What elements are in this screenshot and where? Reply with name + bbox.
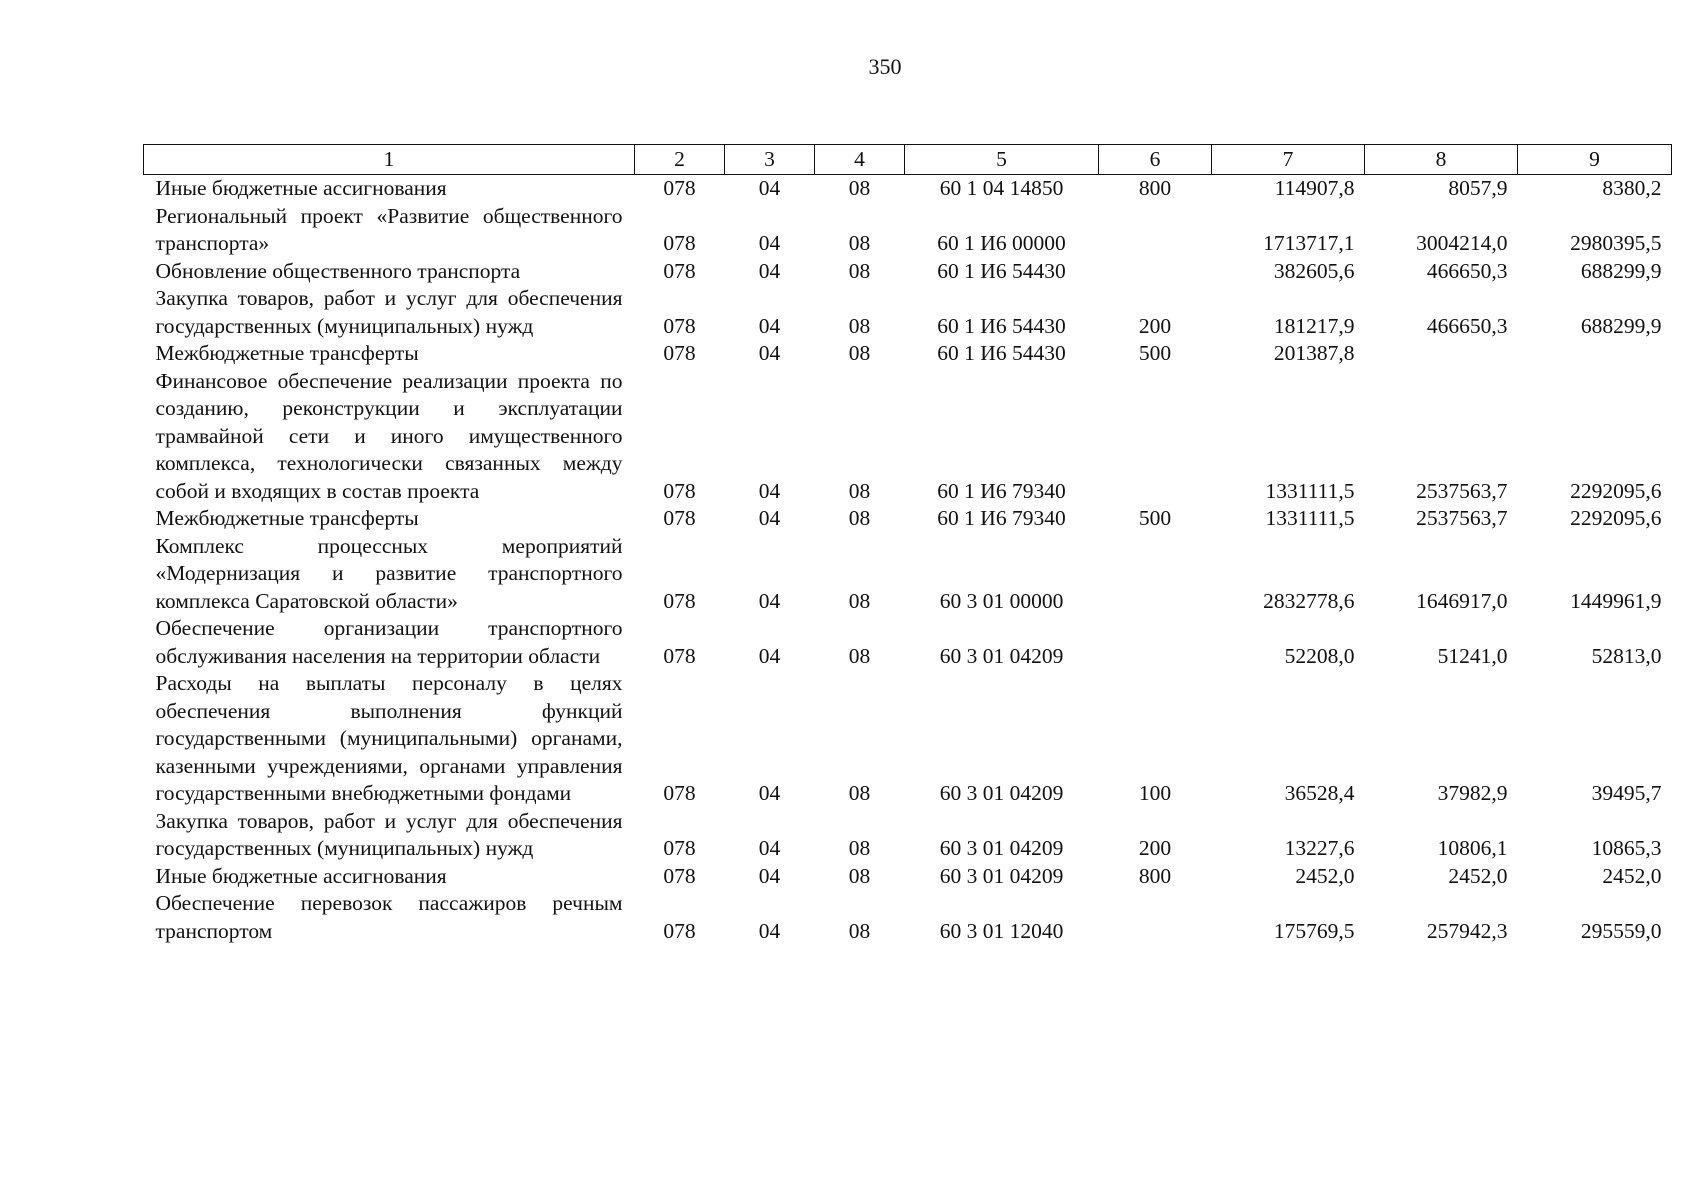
item-name: Финансовое обеспечение реализации проекта по созданию, реконструкции и эксплуатации трамвайной сети и иного имущественного комплекса, технологически связанных между собой и входящих в состав проекта — [155, 368, 623, 503]
amount-col-8: 2537563,7 — [1416, 478, 1508, 503]
subsection-code: 08 — [848, 918, 871, 943]
subsection-code: 08 — [848, 781, 871, 805]
section-code: 04 — [758, 478, 781, 503]
target-article-code: 60 3 01 04209 — [939, 781, 1064, 805]
target-article-code: 60 1 И6 79340 — [937, 478, 1066, 503]
ministry-code: 078 — [663, 176, 696, 200]
subsection-code: 08 — [848, 506, 871, 530]
expense-type-code — [1099, 203, 1212, 258]
amount-col-7: 13227,6 — [1284, 836, 1355, 860]
ministry-code: 078 — [663, 258, 696, 283]
table-row — [144, 203, 1672, 258]
target-article-code: 60 1 И6 79340 — [937, 506, 1066, 530]
amount-col-8: 51241,0 — [1437, 643, 1508, 668]
column-header: 3 — [725, 145, 815, 175]
section-code: 04 — [758, 176, 781, 200]
amount-col-7: 201387,8 — [1273, 341, 1355, 365]
table-row — [144, 808, 1672, 863]
amount-col-9: 2980395,5 — [1570, 231, 1662, 255]
ministry-code: 078 — [663, 478, 696, 503]
expense-type-code: 500 — [1138, 506, 1172, 530]
amount-col-9: 295559,0 — [1580, 918, 1662, 943]
amount-col-8: 8057,9 — [1448, 176, 1508, 200]
ministry-code: 078 — [663, 588, 696, 613]
table-row — [144, 285, 1672, 340]
item-name: Иные бюджетные ассигнования — [155, 863, 447, 888]
subsection-code: 08 — [848, 176, 871, 200]
column-header: 4 — [815, 145, 905, 175]
amount-col-7: 1331111,5 — [1265, 478, 1355, 503]
subsection-code: 08 — [848, 231, 871, 255]
expense-type-code — [1099, 615, 1212, 670]
item-name: Закупка товаров, работ и услуг для обеспечения государственных (муниципальных) нужд — [155, 286, 623, 338]
amount-col-9: 52813,0 — [1591, 643, 1662, 668]
table-row — [144, 258, 1672, 286]
expense-type-code — [1099, 368, 1212, 506]
amount-col-7: 175769,5 — [1273, 918, 1355, 943]
subsection-code: 08 — [848, 478, 871, 503]
subsection-code: 08 — [848, 863, 871, 888]
amount-col-7: 2452,0 — [1295, 863, 1355, 888]
amount-col-8: 466650,3 — [1426, 258, 1508, 283]
table-row — [144, 890, 1672, 945]
expense-type-code — [1099, 258, 1212, 286]
target-article-code: 60 3 01 04209 — [939, 836, 1064, 860]
amount-col-8: 1646917,0 — [1416, 588, 1508, 613]
expense-type-code: 500 — [1138, 341, 1172, 365]
table-row — [144, 340, 1672, 368]
amount-col-8: 10806,1 — [1437, 836, 1508, 860]
section-code: 04 — [758, 506, 781, 530]
column-header: 2 — [635, 145, 725, 175]
subsection-code: 08 — [848, 258, 871, 283]
ministry-code: 078 — [663, 341, 696, 365]
ministry-code: 078 — [663, 863, 696, 888]
amount-col-7: 114907,8 — [1274, 176, 1355, 200]
section-code: 04 — [758, 231, 781, 255]
subsection-code: 08 — [848, 313, 871, 338]
ministry-code: 078 — [663, 231, 696, 255]
section-code: 04 — [758, 781, 781, 805]
expense-type-code — [1099, 890, 1212, 945]
column-header: 7 — [1212, 145, 1365, 175]
target-article-code: 60 1 И6 54430 — [937, 341, 1066, 365]
amount-col-7: 2832778,6 — [1263, 588, 1355, 613]
table-row — [144, 505, 1672, 533]
target-article-code: 60 3 01 04209 — [939, 643, 1064, 668]
section-code: 04 — [758, 258, 781, 283]
header-row — [144, 145, 1672, 175]
expense-type-code: 800 — [1138, 863, 1172, 888]
item-name: Расходы на выплаты персоналу в целях обеспечения выполнения функций государственными (муниципальными) органами, казенными учреждениями, органами управления государственными внебюджетными фондами — [155, 671, 623, 805]
target-article-code: 60 1 И6 00000 — [937, 231, 1066, 255]
table-body — [144, 175, 1672, 946]
table-row — [144, 615, 1672, 670]
amount-col-8: 466650,3 — [1426, 313, 1508, 338]
table-row — [144, 175, 1672, 203]
budget-table — [143, 144, 1672, 945]
expense-type-code: 800 — [1138, 176, 1172, 200]
item-name: Обеспечение перевозок пассажиров речным транспортом — [155, 891, 623, 943]
column-header: 9 — [1518, 145, 1672, 175]
amount-col-8: 257942,3 — [1426, 918, 1508, 943]
amount-col-9: 688299,9 — [1580, 313, 1662, 338]
item-name: Региональный проект «Развитие общественного транспорта» — [155, 203, 623, 255]
section-code: 04 — [758, 863, 781, 888]
amount-col-7: 382605,6 — [1273, 258, 1355, 283]
item-name: Межбюджетные трансферты — [155, 341, 419, 365]
ministry-code: 078 — [663, 313, 696, 338]
ministry-code: 078 — [663, 506, 696, 530]
page-number: 350 — [868, 54, 902, 79]
amount-col-8 — [1365, 340, 1518, 368]
amount-col-9: 10865,3 — [1591, 836, 1662, 860]
section-code: 04 — [758, 836, 781, 860]
ministry-code: 078 — [663, 918, 696, 943]
amount-col-8: 37982,9 — [1437, 781, 1508, 805]
target-article-code: 60 1 И6 54430 — [937, 258, 1066, 283]
item-name: Межбюджетные трансферты — [155, 506, 419, 530]
table-row — [144, 533, 1672, 616]
section-code: 04 — [758, 341, 781, 365]
item-name: Иные бюджетные ассигнования — [155, 176, 447, 200]
item-name: Комплекс процессных мероприятий «Модернизация и развитие транспортного комплекса Саратовской области» — [155, 533, 623, 613]
section-code: 04 — [758, 643, 781, 668]
ministry-code: 078 — [663, 781, 696, 805]
section-code: 04 — [758, 313, 781, 338]
target-article-code: 60 1 И6 54430 — [937, 313, 1066, 338]
amount-col-9: 2292095,6 — [1570, 478, 1662, 503]
amount-col-9: 2452,0 — [1602, 863, 1662, 888]
amount-col-9 — [1518, 340, 1672, 368]
table-row — [144, 368, 1672, 506]
target-article-code: 60 3 01 00000 — [939, 588, 1064, 613]
target-article-code: 60 1 04 14850 — [939, 176, 1064, 200]
column-header: 6 — [1099, 145, 1212, 175]
target-article-code: 60 3 01 12040 — [939, 918, 1064, 943]
amount-col-9: 1449961,9 — [1570, 588, 1662, 613]
amount-col-9: 8380,2 — [1602, 176, 1662, 200]
section-code: 04 — [758, 918, 781, 943]
amount-col-8: 2537563,7 — [1416, 506, 1508, 530]
subsection-code: 08 — [848, 836, 871, 860]
amount-col-9: 2292095,6 — [1570, 506, 1662, 530]
amount-col-9: 688299,9 — [1580, 258, 1662, 283]
target-article-code: 60 3 01 04209 — [939, 863, 1064, 888]
amount-col-8: 3004214,0 — [1416, 231, 1508, 255]
amount-col-8: 2452,0 — [1448, 863, 1508, 888]
amount-col-7: 1331111,5 — [1265, 506, 1355, 530]
ministry-code: 078 — [663, 643, 696, 668]
amount-col-7: 52208,0 — [1284, 643, 1355, 668]
table-row — [144, 863, 1672, 891]
table-row — [144, 670, 1672, 808]
expense-type-code: 200 — [1138, 313, 1172, 338]
subsection-code: 08 — [848, 341, 871, 365]
column-header: 1 — [144, 145, 635, 175]
item-name: Обновление общественного транспорта — [155, 258, 521, 283]
column-header: 5 — [905, 145, 1099, 175]
column-header: 8 — [1365, 145, 1518, 175]
item-name: Обеспечение организации транспортного обслуживания населения на территории области — [155, 616, 623, 668]
section-code: 04 — [758, 588, 781, 613]
amount-col-7: 181217,9 — [1273, 313, 1355, 338]
subsection-code: 08 — [848, 643, 871, 668]
amount-col-7: 1713717,1 — [1263, 231, 1355, 255]
ministry-code: 078 — [663, 836, 696, 860]
item-name: Закупка товаров, работ и услуг для обеспечения государственных (муниципальных) нужд — [155, 808, 623, 860]
expense-type-code — [1099, 533, 1212, 616]
expense-type-code: 100 — [1138, 781, 1172, 805]
subsection-code: 08 — [848, 588, 871, 613]
expense-type-code: 200 — [1138, 836, 1172, 860]
amount-col-7: 36528,4 — [1284, 781, 1355, 805]
amount-col-9: 39495,7 — [1591, 781, 1662, 805]
